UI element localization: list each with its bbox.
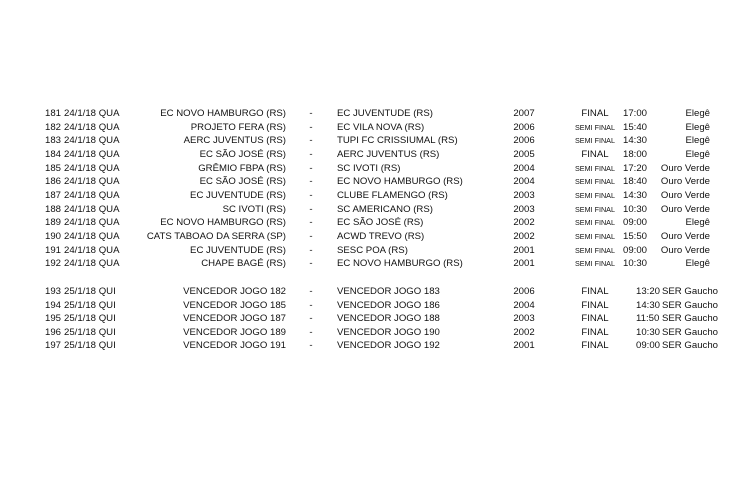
match-date (64, 299, 124, 312)
match-stage: FINAL (581, 313, 609, 325)
home-team: EC NOVO HAMBURGO (RS) (160, 217, 286, 229)
match-row (0, 162, 741, 175)
match-date-value: 24/1/18 (64, 203, 97, 215)
match-date (64, 134, 124, 147)
age-category-year: 2001 (513, 340, 535, 352)
home-team: SC IVOTI (RS) (222, 203, 286, 215)
match-row (0, 189, 741, 202)
match-date-value: 25/1/18 (64, 340, 97, 352)
match-stage: FINAL (581, 286, 609, 297)
home-team: EC JUVENTUDE (RS) (190, 189, 286, 201)
kickoff-time: 09:00 (636, 340, 661, 352)
venue-name: SER Gaucho (662, 299, 718, 311)
versus-separator: - (309, 313, 313, 325)
home-team: CHAPE BAGÉ (RS) (201, 258, 286, 270)
versus-separator: - (309, 340, 313, 352)
match-weekday: QUA (98, 217, 120, 229)
match-date-value: 24/1/18 (64, 162, 97, 174)
venue-name: Ouro Verde (660, 189, 710, 201)
match-number: 193 (44, 286, 61, 297)
match-row (0, 257, 741, 270)
match-number: 187 (44, 189, 61, 201)
age-category-year: 2003 (513, 189, 535, 201)
versus-separator: - (309, 230, 313, 242)
away-team: EC NOVO HAMBURGO (RS) (337, 258, 463, 270)
versus-separator: - (309, 217, 313, 229)
match-date-value: 25/1/18 (64, 299, 97, 311)
match-number: 185 (44, 162, 61, 174)
match-number: 186 (44, 176, 61, 188)
versus-separator: - (309, 189, 313, 201)
match-date (64, 175, 124, 188)
home-team: CATS TABOAO DA SERRA (SP) (146, 230, 286, 242)
kickoff-time: 18:00 (623, 148, 648, 160)
match-stage: SEMI FINAL (575, 190, 615, 200)
match-date-value: 24/1/18 (64, 258, 97, 270)
age-category-year: 2004 (513, 176, 535, 188)
match-row (0, 299, 741, 312)
match-stage: FINAL (581, 148, 609, 160)
match-row (0, 107, 741, 120)
age-category-year: 2003 (513, 203, 535, 215)
match-date (64, 121, 124, 134)
kickoff-time: 17:20 (623, 162, 648, 174)
match-row (0, 148, 741, 161)
away-team: SESC POA (RS) (337, 244, 408, 256)
match-weekday: QUI (98, 286, 116, 297)
versus-separator: - (309, 176, 313, 188)
away-team: ACWD TREVO (RS) (337, 230, 425, 242)
venue-name: Ouro Verde (660, 230, 710, 242)
home-team: VENCEDOR JOGO 185 (183, 299, 286, 311)
age-category-year: 2002 (513, 217, 535, 229)
match-number: 184 (44, 148, 61, 160)
match-weekday: QUA (98, 148, 120, 160)
match-date (64, 216, 124, 229)
versus-separator: - (309, 108, 313, 119)
match-row (0, 216, 741, 229)
home-team: AERC JUVENTUS (RS) (183, 135, 286, 147)
match-stage: FINAL (581, 340, 609, 352)
kickoff-time: 13:20 (636, 286, 661, 297)
venue-name: SER Gaucho (662, 340, 718, 352)
match-row (0, 285, 741, 298)
match-stage: SEMI FINAL (575, 122, 615, 132)
match-date-value: 24/1/18 (64, 135, 97, 147)
kickoff-time: 14:30 (623, 189, 648, 201)
home-team: VENCEDOR JOGO 182 (183, 286, 286, 297)
match-date-value: 24/1/18 (64, 148, 97, 160)
kickoff-time: 09:00 (623, 217, 648, 229)
match-stage: SEMI FINAL (575, 218, 615, 228)
age-category-year: 2001 (513, 258, 535, 270)
match-date-value: 24/1/18 (64, 244, 97, 256)
match-row (0, 175, 741, 188)
match-date (64, 312, 124, 325)
match-weekday: QUA (98, 189, 120, 201)
match-stage: SEMI FINAL (575, 231, 615, 241)
match-row (0, 203, 741, 216)
match-weekday: QUA (98, 135, 120, 147)
versus-separator: - (309, 286, 313, 297)
versus-separator: - (309, 135, 313, 147)
away-team: SC AMERICANO (RS) (337, 203, 433, 215)
match-number: 194 (44, 299, 61, 311)
home-team: VENCEDOR JOGO 189 (183, 326, 286, 338)
match-date-value: 24/1/18 (64, 189, 97, 201)
match-row (0, 230, 741, 243)
match-date-value: 24/1/18 (64, 230, 97, 242)
away-team: VENCEDOR JOGO 190 (337, 326, 440, 338)
home-team: EC JUVENTUDE (RS) (190, 244, 286, 256)
age-category-year: 2006 (513, 121, 535, 133)
away-team: VENCEDOR JOGO 183 (337, 286, 440, 297)
versus-separator: - (309, 121, 313, 133)
match-date (64, 339, 124, 352)
match-row (0, 326, 741, 339)
venue-name: SER Gaucho (662, 313, 718, 325)
kickoff-time: 14:30 (623, 135, 648, 147)
kickoff-time: 15:40 (623, 121, 648, 133)
venue-name: Elegê (685, 108, 710, 119)
match-row (0, 312, 741, 325)
away-team: EC SÃO JOSÉ (RS) (337, 217, 424, 229)
versus-separator: - (309, 258, 313, 270)
versus-separator: - (309, 203, 313, 215)
match-number: 188 (44, 203, 61, 215)
match-stage: FINAL (581, 326, 609, 338)
kickoff-time: 11:50 (636, 313, 660, 325)
match-date-value: 25/1/18 (64, 326, 97, 338)
match-weekday: QUA (98, 203, 120, 215)
match-weekday: QUA (98, 258, 120, 270)
match-date (64, 326, 124, 339)
away-team: SC IVOTI (RS) (337, 162, 401, 174)
away-team: VENCEDOR JOGO 188 (337, 313, 440, 325)
match-weekday: QUA (98, 162, 120, 174)
match-number: 181 (44, 108, 61, 119)
match-date-value: 24/1/18 (64, 217, 97, 229)
age-category-year: 2001 (513, 244, 535, 256)
versus-separator: - (309, 162, 313, 174)
versus-separator: - (309, 326, 313, 338)
match-weekday: QUA (98, 230, 120, 242)
match-stage: FINAL (581, 108, 609, 119)
match-stage: SEMI FINAL (575, 245, 615, 255)
match-date-value: 24/1/18 (64, 108, 97, 119)
match-row (0, 121, 741, 134)
away-team: CLUBE FLAMENGO (RS) (337, 189, 448, 201)
match-row (0, 339, 741, 352)
match-date (64, 230, 124, 243)
age-category-year: 2003 (513, 313, 535, 325)
match-stage: SEMI FINAL (575, 204, 615, 214)
away-team: TUPI FC CRISSIUMAL (RS) (337, 135, 458, 147)
age-category-year: 2005 (513, 148, 535, 160)
match-stage: SEMI FINAL (575, 259, 615, 269)
versus-separator: - (309, 299, 313, 311)
match-date (64, 148, 124, 161)
match-number: 196 (44, 326, 61, 338)
match-weekday: QUI (98, 340, 116, 352)
kickoff-time: 17:00 (623, 108, 648, 119)
match-stage: SEMI FINAL (575, 163, 615, 173)
away-team: EC NOVO HAMBURGO (RS) (337, 176, 463, 188)
match-number: 190 (44, 230, 61, 242)
match-weekday: QUA (98, 176, 120, 188)
match-date-value: 24/1/18 (64, 121, 97, 133)
match-number: 192 (44, 258, 61, 270)
away-team: VENCEDOR JOGO 192 (337, 340, 440, 352)
age-category-year: 2004 (513, 299, 535, 311)
age-category-year: 2002 (513, 230, 535, 242)
home-team: VENCEDOR JOGO 187 (183, 313, 286, 325)
home-team: EC NOVO HAMBURGO (RS) (160, 108, 286, 119)
match-number: 197 (44, 340, 61, 352)
match-weekday: QUI (98, 299, 116, 311)
venue-name: Elegê (685, 135, 710, 147)
away-team: EC JUVENTUDE (RS) (337, 108, 433, 119)
match-stage: FINAL (581, 299, 609, 311)
kickoff-time: 10:30 (623, 258, 648, 270)
kickoff-time: 10:30 (636, 326, 661, 338)
away-team: VENCEDOR JOGO 186 (337, 299, 440, 311)
home-team: PROJETO FERA (RS) (190, 121, 286, 133)
match-date (64, 244, 124, 257)
match-weekday: QUA (98, 108, 120, 119)
match-number: 189 (44, 217, 61, 229)
match-weekday: QUI (98, 313, 116, 325)
match-date-value: 25/1/18 (64, 286, 97, 297)
kickoff-time: 14:30 (636, 299, 661, 311)
match-row (0, 134, 741, 147)
match-weekday: QUA (98, 121, 120, 133)
home-team: EC SÃO JOSÉ (RS) (199, 148, 286, 160)
match-date (64, 162, 124, 175)
match-number: 195 (44, 313, 61, 325)
venue-name: SER Gaucho (662, 326, 718, 338)
venue-name: Ouro Verde (660, 203, 710, 215)
age-category-year: 2002 (513, 326, 535, 338)
age-category-year: 2006 (513, 286, 535, 297)
venue-name: SER Gaucho (662, 286, 718, 297)
versus-separator: - (309, 148, 313, 160)
kickoff-time: 09:00 (623, 244, 648, 256)
match-date (64, 285, 124, 298)
venue-name: Elegê (685, 217, 710, 229)
match-date (64, 189, 124, 202)
match-date-value: 24/1/18 (64, 176, 97, 188)
age-category-year: 2006 (513, 135, 535, 147)
home-team: VENCEDOR JOGO 191 (183, 340, 286, 352)
venue-name: Elegê (685, 258, 710, 270)
age-category-year: 2004 (513, 162, 535, 174)
away-team: AERC JUVENTUS (RS) (337, 148, 440, 160)
match-date (64, 257, 124, 270)
kickoff-time: 15:50 (623, 230, 648, 242)
age-category-year: 2007 (513, 108, 535, 119)
match-number: 183 (44, 135, 61, 147)
match-row (0, 244, 741, 257)
match-date (64, 107, 124, 120)
venue-name: Ouro Verde (660, 244, 710, 256)
match-date-value: 25/1/18 (64, 313, 97, 325)
match-number: 191 (44, 244, 61, 256)
match-weekday: QUA (98, 244, 120, 256)
away-team: EC VILA NOVA (RS) (337, 121, 425, 133)
kickoff-time: 18:40 (623, 176, 648, 188)
match-number: 182 (44, 121, 61, 133)
versus-separator: - (309, 244, 313, 256)
venue-name: Ouro Verde (660, 176, 710, 188)
venue-name: Elegê (685, 148, 710, 160)
match-stage: SEMI FINAL (575, 136, 615, 146)
venue-name: Ouro Verde (660, 162, 710, 174)
match-stage: SEMI FINAL (575, 177, 615, 187)
kickoff-time: 10:30 (623, 203, 648, 215)
home-team: GRÊMIO FBPA (RS) (198, 162, 286, 174)
home-team: EC SÃO JOSÉ (RS) (199, 176, 286, 188)
match-weekday: QUI (98, 326, 116, 338)
match-date (64, 203, 124, 216)
venue-name: Elegê (685, 121, 710, 133)
